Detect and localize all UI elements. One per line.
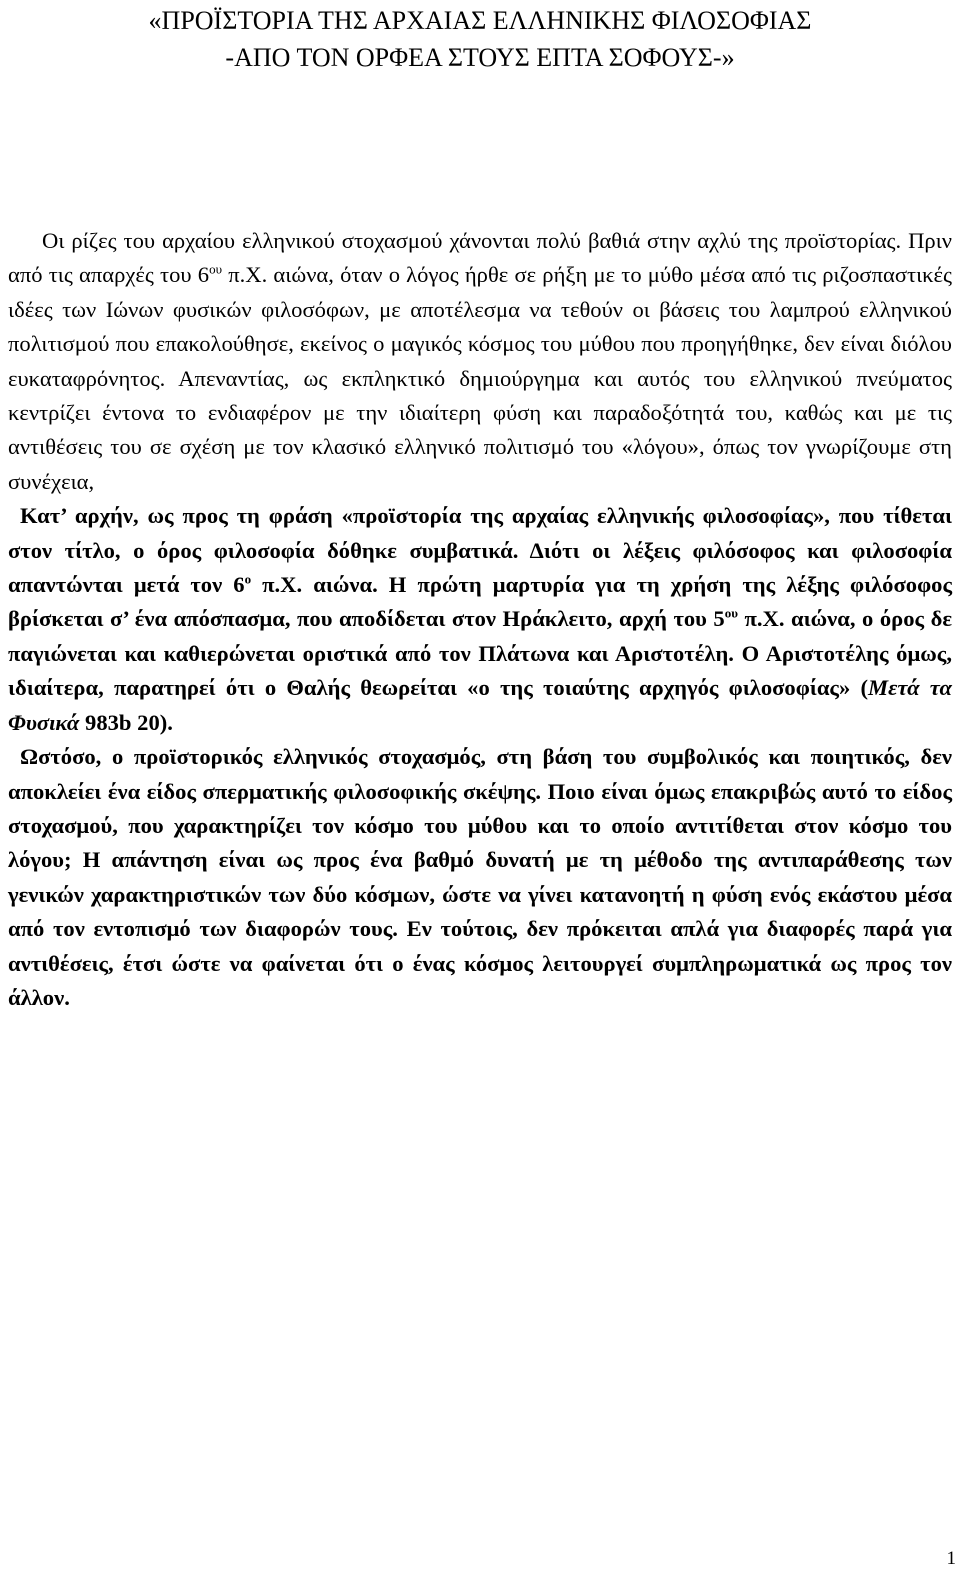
- superscript-ou: ου: [209, 261, 223, 277]
- paragraph-2: [8, 499, 952, 740]
- paragraph-2-text-b: π.Χ. αιώνα. Η πρώτη μαρτυρία για τη χρήση της λέξης φιλόσοφος βρίσκεται σ’ ένα απόσπασμα, που αποδίδεται στον Ηράκλειτο, αρχή του 5: [8, 572, 952, 632]
- title-line-2: -ΑΠΟ ΤΟΝ ΟΡΦΕΑ ΣΤΟΥΣ ΕΠΤΑ ΣΟΦΟΥΣ-»: [225, 43, 735, 72]
- superscript-o: ο: [244, 571, 252, 587]
- document-body: [8, 224, 952, 1015]
- paragraph-2-text-a: Κατ’ αρχήν, ως προς τη φράση «προϊστορία της αρχαίας ελληνικής φιλοσοφίας», που τίθεται στον τίτλο, ο όρος φιλοσοφία δόθηκε συμβατικά. Διότι οι λέξεις φιλόσοφος και φιλοσοφία απαντώνται μετά τον 6: [8, 503, 952, 598]
- reference-italic: Μετά τα Φυσικά: [8, 675, 953, 735]
- paragraph-1: [8, 224, 952, 499]
- reference-rest: 983b 20).: [79, 709, 173, 735]
- paragraph-1-text-b: π.Χ. αιώνα, όταν ο λόγος ήρθε σε ρήξη με το μύθο μέσα από τις ριζοσπαστικές ιδέες των Ιώνων φυσικών φιλοσόφων, με αποτέλεσμα να τεθούν οι βάσεις του λαμπρού ελληνικού πολιτισμού που επακολούθησε, εκείνος ο μαγικός κόσμος του μύθου που προηγήθηκε, δεν είναι διόλου ευκαταφρόνητος. Απεναντίας, ως εκπληκτικό δημιούργημα και αυτός του ελληνικού πνεύματος κεντρίζει έντονα το ενδιαφέρον με την ιδιαίτερη φύση και παραδοξότητά του, καθώς και με τις αντιθέσεις του σε σχέση με τον κλασικό ελληνικό πολιτισμό του «λόγου», όπως τον γνωρίζουμε στη συνέχεια,: [8, 262, 952, 494]
- page-number: 1: [946, 1548, 956, 1569]
- document-title: [20, 2, 940, 76]
- paragraph-1-text-a: Οι ρίζες του αρχαίου ελληνικού στοχασμού χάνονται πολύ βαθιά στην αχλύ της προϊστορίας. Πριν από τις απαρχές του 6: [8, 228, 952, 288]
- superscript-ou-2: ου: [724, 605, 738, 621]
- paragraph-3: Ωστόσο, ο προϊστορικός ελληνικός στοχασμός, στη βάση του συμβολικός και ποιητικός, δεν αποκλείει ένα είδος σπερματικής φιλοσοφικής σκέψης. Ποιο είναι όμως επακριβώς αυτό το είδος στοχασμού, που χαρακτηρίζει τον κόσμο του μύθου και το οποίο αντιτίθεται στον κόσμο του λόγου; Η απάντηση είναι ως προς ένα βαθμό δυνατή με τη μέθοδο της αντιπαράθεσης των γενικών χαρακτηριστικών των δύο κόσμων, ώστε να γίνει κατανοητή η φύση ενός εκάστου μέσα από τον εντοπισμό των διαφορών τους. Εν τούτοις, δεν πρόκειται απλά για διαφορές παρά για αντιθέσεις, έτσι ώστε να φαίνεται ότι ο ένας κόσμος λειτουργεί συμπληρωματικά ως προς τον άλλον.: [8, 744, 952, 1010]
- paragraph-2-text-c: π.Χ. αιώνα, ο όρος δε παγιώνεται και καθιερώνεται οριστικά από τον Πλάτωνα και Αριστοτέλη. Ο Αριστοτέλης όμως, ιδιαίτερα, παρατηρεί ότι ο Θαλής θεωρείται «ο της τοιαύτης αρχηγός φιλοσοφίας» (: [8, 606, 952, 701]
- title-line-1: «ΠΡΟΪΣΤΟΡΙΑ ΤΗΣ ΑΡΧΑΙΑΣ ΕΛΛΗΝΙΚΗΣ ΦΙΛΟΣΟΦΙΑΣ: [148, 6, 812, 35]
